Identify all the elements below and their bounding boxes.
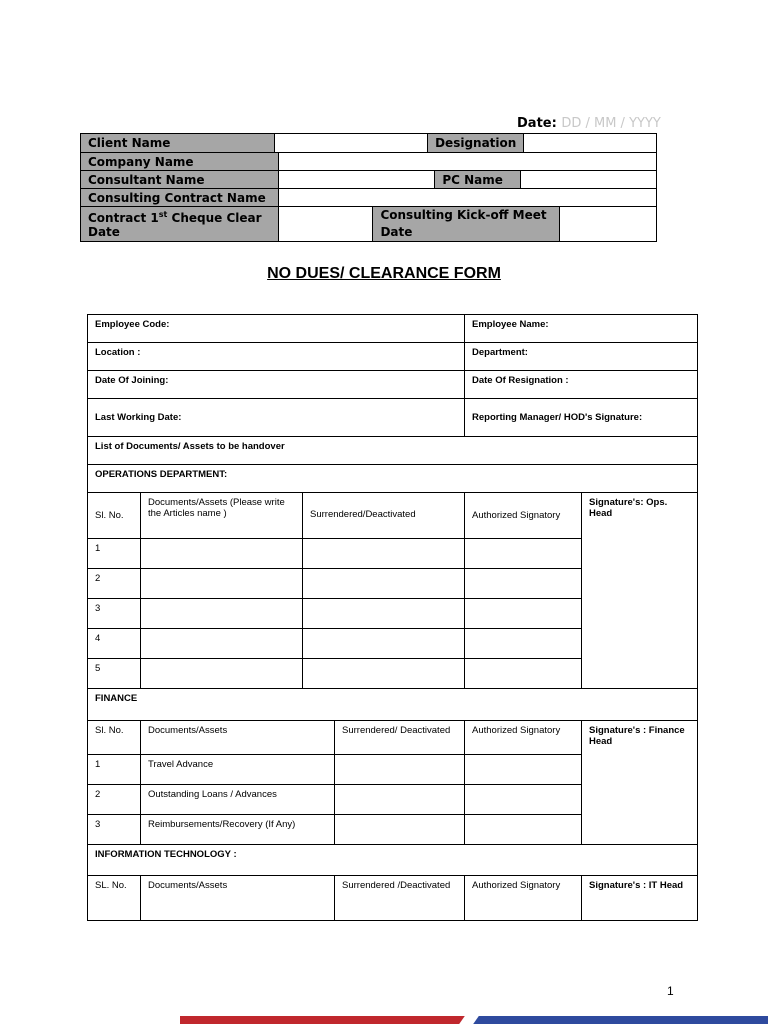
fin-col-surrendered: Surrendered/ Deactivated xyxy=(335,721,465,755)
fin-row-surrendered[interactable] xyxy=(335,755,465,785)
kickoff-date-line2: Date xyxy=(380,225,413,239)
ops-row-docs[interactable] xyxy=(141,539,303,569)
consultant-name-label: Consultant Name xyxy=(81,171,279,189)
fin-col-authorized: Authorized Signatory xyxy=(465,721,582,755)
fin-row-surrendered[interactable] xyxy=(335,785,465,815)
company-row xyxy=(80,152,657,171)
ops-head-signature[interactable]: Signature's: Ops. Head xyxy=(582,493,698,689)
ops-row-surrendered[interactable] xyxy=(303,569,465,599)
pc-name-field[interactable] xyxy=(521,171,657,189)
ops-row-authorized[interactable] xyxy=(465,569,582,599)
fin-row-item: Travel Advance xyxy=(141,755,335,785)
ops-row-surrendered[interactable] xyxy=(303,599,465,629)
it-col-sl: SL. No. xyxy=(88,876,141,921)
cheque-date-sup: st xyxy=(158,209,168,219)
employee-code-field[interactable]: Employee Code: xyxy=(88,315,465,343)
form-title: NO DUES/ CLEARANCE FORM xyxy=(267,265,501,282)
dates-row xyxy=(80,206,657,242)
ops-col-sl: Sl. No. xyxy=(88,493,141,539)
fin-row-item: Outstanding Loans / Advances xyxy=(141,785,335,815)
cheque-date-field[interactable] xyxy=(278,207,373,242)
contract-row xyxy=(80,188,657,207)
ops-row-authorized[interactable] xyxy=(465,659,582,689)
it-col-surrendered: Surrendered /Deactivated xyxy=(335,876,465,921)
fin-row-authorized[interactable] xyxy=(465,785,582,815)
date-label: Date: xyxy=(517,116,557,131)
date-of-resignation-field[interactable]: Date Of Resignation : xyxy=(465,371,698,399)
footer-blue-bar xyxy=(470,1016,768,1024)
client-info-table xyxy=(80,133,657,153)
page-number: 1 xyxy=(667,984,674,998)
client-name-label: Client Name xyxy=(81,134,275,153)
consultant-name-field[interactable] xyxy=(278,171,435,189)
ops-col-authorized: Authorized Signatory xyxy=(465,493,582,539)
document-list-heading: List of Documents/ Assets to be handover xyxy=(88,437,698,465)
contract-name-label: Consulting Contract Name xyxy=(81,189,279,207)
ops-row-surrendered[interactable] xyxy=(303,659,465,689)
it-head-signature[interactable]: Signature's : IT Head xyxy=(582,876,698,921)
ops-row-docs[interactable] xyxy=(141,629,303,659)
cheque-date-prefix: Contract 1 xyxy=(88,210,159,225)
manager-signature-field[interactable]: Reporting Manager/ HOD's Signature: xyxy=(465,399,698,437)
date-placeholder[interactable]: DD / MM / YYYY xyxy=(561,116,661,131)
company-name-label: Company Name xyxy=(81,153,279,171)
fin-row-number: 2 xyxy=(88,785,141,815)
employee-name-field[interactable]: Employee Name: xyxy=(465,315,698,343)
ops-col-docs: Documents/Assets (Please write the Articles name ) xyxy=(141,493,303,539)
pc-name-label: PC Name xyxy=(435,171,521,189)
fin-row-authorized[interactable] xyxy=(465,815,582,845)
fin-col-docs: Documents/Assets xyxy=(141,721,335,755)
footer-red-bar xyxy=(180,1016,470,1024)
fin-row-surrendered[interactable] xyxy=(335,815,465,845)
date-of-joining-field[interactable]: Date Of Joining: xyxy=(88,371,465,399)
ops-row-docs[interactable] xyxy=(141,659,303,689)
client-name-field[interactable] xyxy=(275,134,428,153)
ops-row-number: 4 xyxy=(88,629,141,659)
ops-row-surrendered[interactable] xyxy=(303,539,465,569)
fin-row-number: 1 xyxy=(88,755,141,785)
kickoff-date-label xyxy=(373,207,560,242)
clearance-form-table xyxy=(87,314,698,921)
finance-heading: FINANCE xyxy=(88,689,698,721)
fin-row-number: 3 xyxy=(88,815,141,845)
it-col-docs: Documents/Assets xyxy=(141,876,335,921)
kickoff-date-line1: Consulting Kick-off Meet xyxy=(380,208,547,222)
finance-head-signature[interactable]: Signature's : Finance Head xyxy=(582,721,698,845)
ops-row-number: 2 xyxy=(88,569,141,599)
designation-label: Designation xyxy=(428,134,524,153)
cheque-date-suffix: Cheque Clear Date xyxy=(88,210,262,239)
operations-heading: OPERATIONS DEPARTMENT: xyxy=(88,465,698,493)
department-field[interactable]: Department: xyxy=(465,343,698,371)
designation-field[interactable] xyxy=(524,134,657,153)
ops-row-docs[interactable] xyxy=(141,569,303,599)
fin-row-item: Reimbursements/Recovery (If Any) xyxy=(141,815,335,845)
company-name-field[interactable] xyxy=(278,153,656,171)
it-heading: INFORMATION TECHNOLOGY : xyxy=(88,845,698,876)
fin-row-authorized[interactable] xyxy=(465,755,582,785)
fin-col-sl: Sl. No. xyxy=(88,721,141,755)
ops-row-number: 5 xyxy=(88,659,141,689)
ops-row-authorized[interactable] xyxy=(465,539,582,569)
date-field xyxy=(517,116,661,131)
ops-row-authorized[interactable] xyxy=(465,599,582,629)
consultant-row xyxy=(80,170,657,189)
ops-row-docs[interactable] xyxy=(141,599,303,629)
ops-col-surrendered: Surrendered/Deactivated xyxy=(303,493,465,539)
cheque-date-label xyxy=(81,207,279,242)
it-col-authorized: Authorized Signatory xyxy=(465,876,582,921)
kickoff-date-field[interactable] xyxy=(560,207,657,242)
ops-row-authorized[interactable] xyxy=(465,629,582,659)
location-field[interactable]: Location : xyxy=(88,343,465,371)
ops-row-surrendered[interactable] xyxy=(303,629,465,659)
ops-row-number: 3 xyxy=(88,599,141,629)
contract-name-field[interactable] xyxy=(278,189,656,207)
last-working-date-field[interactable]: Last Working Date: xyxy=(88,399,465,437)
ops-row-number: 1 xyxy=(88,539,141,569)
